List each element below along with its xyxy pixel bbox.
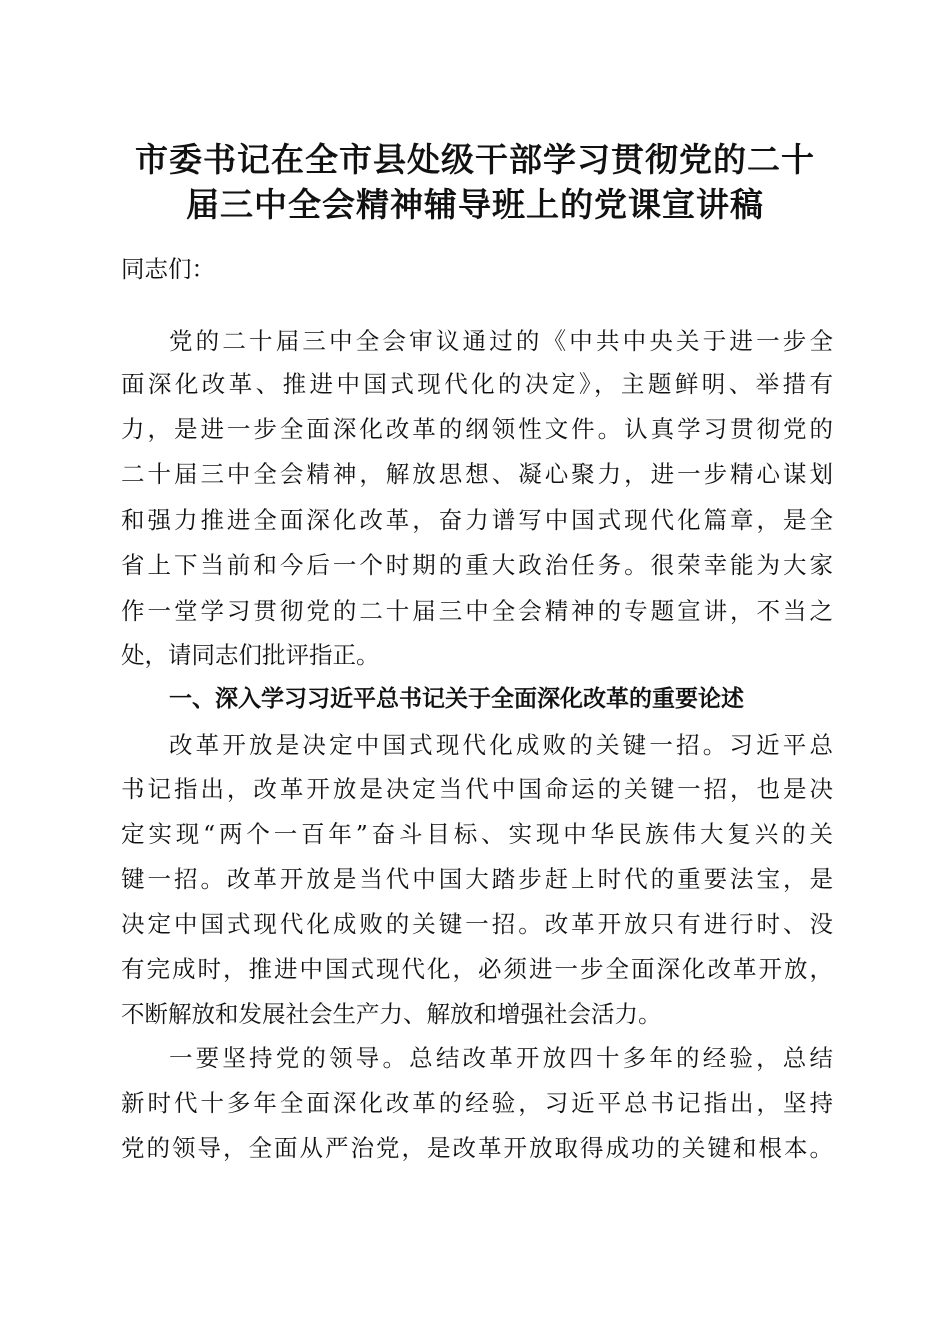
paragraph-3-line: 一要坚持党的领导。总结改革开放四十多年的经验，总结 (169, 1044, 833, 1072)
paragraph-1-line: 处，请同志们批评指正。 (121, 641, 380, 669)
paragraph-3-line: 党的领导，全面从严治党，是改革开放取得成功的关键和根本。 (121, 1134, 833, 1162)
paragraph-3-line: 新时代十多年全面深化改革的经验，习近平总书记指出，坚持 (121, 1089, 833, 1117)
document-title-line-1: 市委书记在全市县处级干部学习贯彻党的二十 (135, 140, 815, 179)
paragraph-2-line: 定实现“两个一百年”奋斗目标、实现中华民族伟大复兴的关 (121, 820, 833, 848)
paragraph-2-line: 书记指出，改革开放是决定当代中国命运的关键一招，也是决 (121, 775, 833, 803)
paragraph-2-line: 键一招。改革开放是当代中国大踏步赶上时代的重要法宝，是 (121, 865, 833, 893)
paragraph-1-line: 面深化改革、推进中国式现代化的决定》，主题鲜明、举措有 (121, 370, 833, 398)
paragraph-1-line: 力，是进一步全面深化改革的纲领性文件。认真学习贯彻党的 (121, 415, 833, 443)
paragraph-2-line: 有完成时，推进中国式现代化，必须进一步全面深化改革开放， (121, 955, 833, 983)
paragraph-2-line: 决定中国式现代化成败的关键一招。改革开放只有进行时、没 (121, 910, 833, 938)
greeting: 同志们： (121, 255, 215, 283)
paragraph-2-line: 改革开放是决定中国式现代化成败的关键一招。习近平总 (169, 731, 833, 759)
paragraph-1-line: 二十届三中全会精神，解放思想、凝心聚力，进一步精心谋划 (121, 460, 833, 488)
paragraph-1-line: 作一堂学习贯彻党的二十届三中全会精神的专题宣讲，不当之 (121, 597, 833, 625)
paragraph-1-line: 省上下当前和今后一个时期的重大政治任务。很荣幸能为大家 (121, 551, 833, 579)
section-1-heading: 一、深入学习习近平总书记关于全面深化改革的重要论述 (169, 686, 744, 712)
paragraph-1-line: 和强力推进全面深化改革，奋力谱写中国式现代化篇章，是全 (121, 506, 833, 534)
paragraph-2-line: 不断解放和发展社会生产力、解放和增强社会活力。 (121, 1000, 662, 1028)
paragraph-1-line: 党的二十届三中全会审议通过的《中共中央关于进一步全 (169, 327, 833, 355)
document-title-line-2: 届三中全会精神辅导班上的党课宣讲稿 (186, 185, 764, 224)
